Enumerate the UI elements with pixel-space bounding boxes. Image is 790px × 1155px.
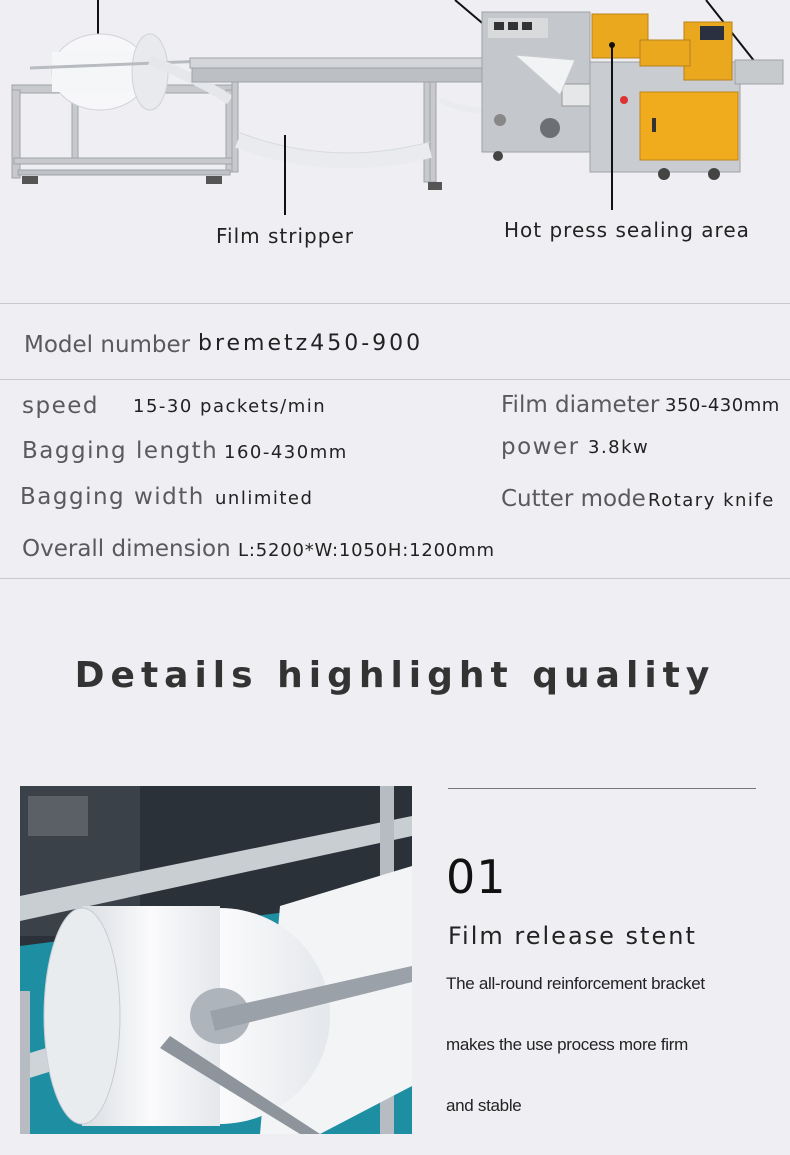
details-heading: Details highlight quality (74, 655, 716, 696)
machine-illustration (0, 0, 790, 290)
overall-dimension-value: L:5200*W:1050H:1200mm (238, 540, 495, 561)
feature-description-line-1: The all-round reinforcement bracket (446, 974, 705, 993)
power-value: 3.8kw (588, 437, 650, 458)
bagging-width-label: Bagging width (20, 484, 205, 510)
cutter-mode-label: Cutter mode (501, 486, 646, 512)
film-diameter-value: 350-430mm (665, 395, 780, 416)
spec-bottom-divider (0, 578, 790, 579)
feature-description-line-3: and stable (446, 1096, 522, 1115)
feature-title: Film release stent (448, 922, 697, 950)
callout-hot-press-sealing-area: Hot press sealing area (504, 218, 750, 242)
spec-middle-divider (0, 379, 790, 380)
film-diameter-label: Film diameter (501, 392, 660, 418)
feature-number: 01 (446, 850, 507, 904)
model-number-label: Model number (24, 332, 191, 358)
speed-label: speed (22, 393, 99, 419)
power-label: power (501, 434, 580, 460)
model-number-value: bremetz450-900 (198, 331, 424, 356)
film-release-stent-photo (20, 786, 412, 1134)
bagging-width-value: unlimited (215, 488, 314, 509)
overall-dimension-label: Overall dimension (22, 536, 231, 562)
feature-description-line-2: makes the use process more firm (446, 1035, 689, 1054)
spec-top-divider (0, 303, 790, 304)
feature-divider (448, 788, 756, 789)
bagging-length-label: Bagging length (22, 438, 219, 464)
film-roll-stand (12, 34, 236, 184)
packaging-machine-drawing (0, 0, 790, 290)
bagging-length-value: 160-430mm (224, 442, 348, 463)
cutter-mode-value: Rotary knife (648, 490, 775, 511)
sealing-machine-body (482, 12, 783, 180)
speed-value: 15-30 packets/min (133, 396, 327, 417)
callout-film-stripper: Film stripper (216, 224, 354, 248)
